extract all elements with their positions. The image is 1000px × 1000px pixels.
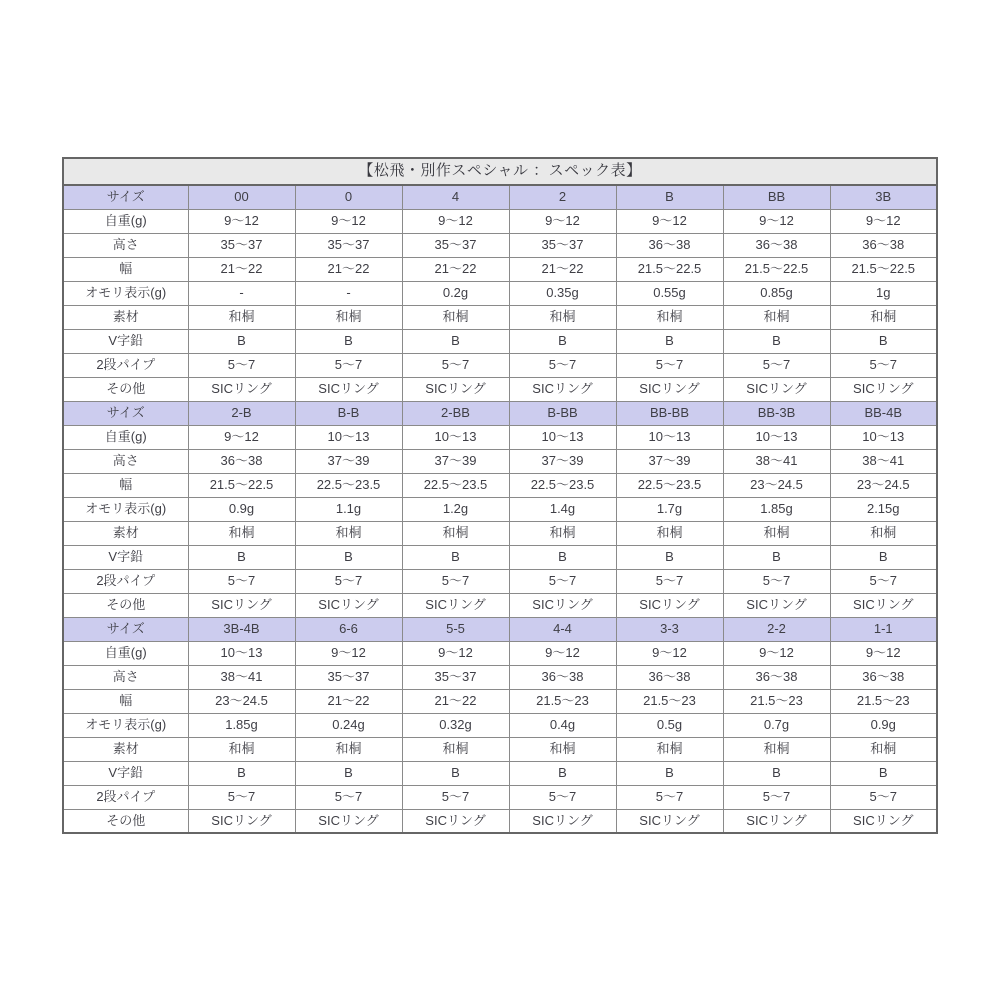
data-cell-width: 21.5～22.5 bbox=[616, 257, 723, 281]
data-cell-vlead: B bbox=[616, 545, 723, 569]
data-cell-height: 35～37 bbox=[402, 233, 509, 257]
data-cell-material: 和桐 bbox=[723, 305, 830, 329]
data-cell-pipe: 5～7 bbox=[402, 353, 509, 377]
data-cell-height: 36～38 bbox=[830, 233, 937, 257]
size-value-cell: 1-1 bbox=[830, 617, 937, 641]
data-cell-material: 和桐 bbox=[616, 737, 723, 761]
data-cell-material: 和桐 bbox=[295, 521, 402, 545]
data-cell-material: 和桐 bbox=[723, 737, 830, 761]
data-cell-omori: 0.4g bbox=[509, 713, 616, 737]
data-cell-pipe: 5～7 bbox=[723, 569, 830, 593]
row-label-material: 素材 bbox=[63, 737, 188, 761]
data-cell-material: 和桐 bbox=[616, 305, 723, 329]
data-cell-other: SICリング bbox=[509, 377, 616, 401]
row-label-weight: 自重(g) bbox=[63, 209, 188, 233]
row-label-vlead: V字鉛 bbox=[63, 761, 188, 785]
row-label-height: 高さ bbox=[63, 665, 188, 689]
row-label-material: 素材 bbox=[63, 305, 188, 329]
row-label-vlead: V字鉛 bbox=[63, 545, 188, 569]
data-cell-vlead: B bbox=[402, 761, 509, 785]
data-cell-omori: 0.35g bbox=[509, 281, 616, 305]
size-value-cell: BB-BB bbox=[616, 401, 723, 425]
data-cell-material: 和桐 bbox=[509, 737, 616, 761]
row-label-other: その他 bbox=[63, 593, 188, 617]
row-label-height: 高さ bbox=[63, 233, 188, 257]
data-cell-other: SICリング bbox=[723, 809, 830, 833]
data-cell-weight: 9～12 bbox=[830, 209, 937, 233]
size-value-cell: BB-4B bbox=[830, 401, 937, 425]
size-value-cell: 2 bbox=[509, 185, 616, 209]
data-cell-width: 23～24.5 bbox=[723, 473, 830, 497]
data-cell-height: 38～41 bbox=[723, 449, 830, 473]
data-cell-vlead: B bbox=[295, 761, 402, 785]
data-cell-material: 和桐 bbox=[295, 737, 402, 761]
data-cell-vlead: B bbox=[723, 545, 830, 569]
row-label-omori: オモリ表示(g) bbox=[63, 281, 188, 305]
data-cell-material: 和桐 bbox=[402, 521, 509, 545]
data-cell-material: 和桐 bbox=[830, 305, 937, 329]
size-value-cell: 0 bbox=[295, 185, 402, 209]
data-cell-other: SICリング bbox=[723, 593, 830, 617]
data-cell-other: SICリング bbox=[402, 593, 509, 617]
data-cell-width: 21～22 bbox=[402, 689, 509, 713]
data-cell-other: SICリング bbox=[188, 809, 295, 833]
row-label-other: その他 bbox=[63, 377, 188, 401]
data-row-width-3 bbox=[63, 689, 937, 713]
size-value-cell: 2-BB bbox=[402, 401, 509, 425]
row-label-pipe: 2段パイプ bbox=[63, 569, 188, 593]
data-cell-vlead: B bbox=[188, 761, 295, 785]
spec-table bbox=[62, 157, 938, 834]
data-cell-omori: 0.55g bbox=[616, 281, 723, 305]
data-cell-other: SICリング bbox=[830, 377, 937, 401]
data-cell-other: SICリング bbox=[402, 377, 509, 401]
data-cell-vlead: B bbox=[616, 329, 723, 353]
data-cell-weight: 9～12 bbox=[402, 209, 509, 233]
data-cell-omori: 0.9g bbox=[188, 497, 295, 521]
data-cell-width: 21～22 bbox=[402, 257, 509, 281]
data-cell-vlead: B bbox=[830, 329, 937, 353]
data-row-material-1 bbox=[63, 305, 937, 329]
data-cell-weight: 10～13 bbox=[830, 425, 937, 449]
data-cell-weight: 10～13 bbox=[402, 425, 509, 449]
data-cell-vlead: B bbox=[188, 545, 295, 569]
row-label-pipe: 2段パイプ bbox=[63, 785, 188, 809]
data-row-omori-2 bbox=[63, 497, 937, 521]
data-cell-material: 和桐 bbox=[830, 737, 937, 761]
data-cell-width: 21～22 bbox=[509, 257, 616, 281]
row-label-size: サイズ bbox=[63, 185, 188, 209]
data-cell-height: 35～37 bbox=[509, 233, 616, 257]
size-value-cell: 4-4 bbox=[509, 617, 616, 641]
data-cell-other: SICリング bbox=[830, 593, 937, 617]
data-cell-material: 和桐 bbox=[188, 305, 295, 329]
data-cell-height: 37～39 bbox=[509, 449, 616, 473]
data-cell-width: 21.5～23 bbox=[723, 689, 830, 713]
data-cell-width: 21.5～23 bbox=[830, 689, 937, 713]
data-row-other-1 bbox=[63, 377, 937, 401]
data-cell-vlead: B bbox=[295, 329, 402, 353]
data-row-other-3 bbox=[63, 809, 937, 833]
size-value-cell: B-BB bbox=[509, 401, 616, 425]
data-cell-height: 36～38 bbox=[830, 665, 937, 689]
row-label-pipe: 2段パイプ bbox=[63, 353, 188, 377]
data-cell-other: SICリング bbox=[295, 593, 402, 617]
data-cell-omori: 0.85g bbox=[723, 281, 830, 305]
data-cell-height: 36～38 bbox=[616, 665, 723, 689]
data-cell-pipe: 5～7 bbox=[830, 569, 937, 593]
size-value-cell: 00 bbox=[188, 185, 295, 209]
data-cell-weight: 9～12 bbox=[295, 209, 402, 233]
size-value-cell: 3B bbox=[830, 185, 937, 209]
size-value-cell: BB-3B bbox=[723, 401, 830, 425]
data-cell-pipe: 5～7 bbox=[723, 353, 830, 377]
data-cell-pipe: 5～7 bbox=[616, 785, 723, 809]
data-cell-other: SICリング bbox=[616, 593, 723, 617]
data-cell-pipe: 5～7 bbox=[830, 353, 937, 377]
data-cell-width: 21.5～22.5 bbox=[723, 257, 830, 281]
data-cell-weight: 9～12 bbox=[723, 209, 830, 233]
data-cell-weight: 9～12 bbox=[402, 641, 509, 665]
spec-table-body bbox=[63, 185, 937, 833]
size-header-row-2 bbox=[63, 401, 937, 425]
row-label-weight: 自重(g) bbox=[63, 425, 188, 449]
data-cell-omori: 1g bbox=[830, 281, 937, 305]
data-cell-weight: 9～12 bbox=[509, 641, 616, 665]
data-cell-height: 36～38 bbox=[509, 665, 616, 689]
data-row-pipe-1 bbox=[63, 353, 937, 377]
data-cell-width: 21～22 bbox=[188, 257, 295, 281]
data-cell-other: SICリング bbox=[509, 809, 616, 833]
data-cell-weight: 9～12 bbox=[188, 425, 295, 449]
data-cell-width: 22.5～23.5 bbox=[616, 473, 723, 497]
data-cell-other: SICリング bbox=[723, 377, 830, 401]
data-row-weight-3 bbox=[63, 641, 937, 665]
data-cell-weight: 10～13 bbox=[509, 425, 616, 449]
data-row-weight-1 bbox=[63, 209, 937, 233]
data-cell-height: 35～37 bbox=[295, 665, 402, 689]
data-row-omori-3 bbox=[63, 713, 937, 737]
data-cell-width: 21.5～22.5 bbox=[830, 257, 937, 281]
data-row-omori-1 bbox=[63, 281, 937, 305]
data-cell-height: 37～39 bbox=[616, 449, 723, 473]
data-cell-weight: 10～13 bbox=[188, 641, 295, 665]
data-cell-pipe: 5～7 bbox=[188, 569, 295, 593]
data-row-other-2 bbox=[63, 593, 937, 617]
row-label-other: その他 bbox=[63, 809, 188, 833]
data-cell-other: SICリング bbox=[830, 809, 937, 833]
data-cell-height: 36～38 bbox=[723, 233, 830, 257]
size-value-cell: B-B bbox=[295, 401, 402, 425]
data-cell-weight: 10～13 bbox=[616, 425, 723, 449]
table-title: 【松飛・別作スペシャル ：スペック表】 bbox=[63, 158, 937, 185]
data-cell-vlead: B bbox=[295, 545, 402, 569]
data-cell-omori: 1.85g bbox=[723, 497, 830, 521]
data-cell-other: SICリング bbox=[295, 809, 402, 833]
data-cell-material: 和桐 bbox=[295, 305, 402, 329]
data-cell-width: 21～22 bbox=[295, 257, 402, 281]
data-cell-other: SICリング bbox=[509, 593, 616, 617]
data-cell-pipe: 5～7 bbox=[188, 785, 295, 809]
table-title-row bbox=[63, 158, 937, 185]
data-cell-omori: 1.7g bbox=[616, 497, 723, 521]
data-cell-omori: 1.2g bbox=[402, 497, 509, 521]
data-cell-other: SICリング bbox=[402, 809, 509, 833]
data-cell-height: 35～37 bbox=[295, 233, 402, 257]
data-cell-omori: 0.32g bbox=[402, 713, 509, 737]
size-value-cell: 3-3 bbox=[616, 617, 723, 641]
size-value-cell: 2-2 bbox=[723, 617, 830, 641]
data-cell-vlead: B bbox=[509, 761, 616, 785]
data-cell-omori: 0.24g bbox=[295, 713, 402, 737]
data-cell-width: 21.5～22.5 bbox=[188, 473, 295, 497]
size-value-cell: BB bbox=[723, 185, 830, 209]
data-cell-vlead: B bbox=[402, 545, 509, 569]
data-cell-height: 37～39 bbox=[295, 449, 402, 473]
data-cell-other: SICリング bbox=[188, 593, 295, 617]
data-cell-omori: - bbox=[188, 281, 295, 305]
data-row-width-1 bbox=[63, 257, 937, 281]
data-cell-weight: 9～12 bbox=[616, 209, 723, 233]
data-cell-omori: 2.15g bbox=[830, 497, 937, 521]
data-row-material-2 bbox=[63, 521, 937, 545]
data-row-vlead-1 bbox=[63, 329, 937, 353]
data-cell-omori: 0.7g bbox=[723, 713, 830, 737]
data-cell-vlead: B bbox=[830, 545, 937, 569]
data-cell-material: 和桐 bbox=[402, 305, 509, 329]
data-cell-vlead: B bbox=[402, 329, 509, 353]
data-cell-weight: 9～12 bbox=[616, 641, 723, 665]
size-value-cell: 3B-4B bbox=[188, 617, 295, 641]
data-row-pipe-3 bbox=[63, 785, 937, 809]
data-cell-width: 23～24.5 bbox=[188, 689, 295, 713]
data-cell-pipe: 5～7 bbox=[295, 353, 402, 377]
data-row-height-1 bbox=[63, 233, 937, 257]
data-cell-pipe: 5～7 bbox=[295, 569, 402, 593]
data-cell-vlead: B bbox=[830, 761, 937, 785]
data-row-vlead-3 bbox=[63, 761, 937, 785]
data-cell-height: 38～41 bbox=[830, 449, 937, 473]
size-value-cell: B bbox=[616, 185, 723, 209]
data-cell-pipe: 5～7 bbox=[402, 785, 509, 809]
data-cell-material: 和桐 bbox=[402, 737, 509, 761]
data-cell-height: 35～37 bbox=[402, 665, 509, 689]
data-cell-other: SICリング bbox=[616, 377, 723, 401]
data-cell-height: 38～41 bbox=[188, 665, 295, 689]
data-cell-width: 22.5～23.5 bbox=[509, 473, 616, 497]
row-label-width: 幅 bbox=[63, 689, 188, 713]
row-label-width: 幅 bbox=[63, 473, 188, 497]
data-cell-pipe: 5～7 bbox=[509, 353, 616, 377]
size-header-row-1 bbox=[63, 185, 937, 209]
data-cell-width: 21.5～23 bbox=[616, 689, 723, 713]
data-cell-weight: 9～12 bbox=[509, 209, 616, 233]
row-label-omori: オモリ表示(g) bbox=[63, 497, 188, 521]
data-cell-pipe: 5～7 bbox=[616, 569, 723, 593]
data-cell-vlead: B bbox=[188, 329, 295, 353]
data-cell-material: 和桐 bbox=[188, 737, 295, 761]
data-cell-pipe: 5～7 bbox=[616, 353, 723, 377]
data-cell-vlead: B bbox=[723, 761, 830, 785]
data-cell-omori: 0.5g bbox=[616, 713, 723, 737]
data-cell-omori: 1.85g bbox=[188, 713, 295, 737]
data-row-weight-2 bbox=[63, 425, 937, 449]
data-row-material-3 bbox=[63, 737, 937, 761]
data-cell-pipe: 5～7 bbox=[509, 785, 616, 809]
data-cell-height: 36～38 bbox=[188, 449, 295, 473]
data-cell-vlead: B bbox=[616, 761, 723, 785]
spec-table-container bbox=[62, 157, 938, 834]
size-value-cell: 6-6 bbox=[295, 617, 402, 641]
data-cell-width: 22.5～23.5 bbox=[402, 473, 509, 497]
data-cell-weight: 9～12 bbox=[295, 641, 402, 665]
data-cell-pipe: 5～7 bbox=[295, 785, 402, 809]
data-cell-weight: 9～12 bbox=[830, 641, 937, 665]
data-cell-other: SICリング bbox=[616, 809, 723, 833]
data-cell-pipe: 5～7 bbox=[830, 785, 937, 809]
data-cell-weight: 10～13 bbox=[723, 425, 830, 449]
data-cell-height: 36～38 bbox=[616, 233, 723, 257]
data-cell-material: 和桐 bbox=[509, 521, 616, 545]
data-row-height-3 bbox=[63, 665, 937, 689]
size-value-cell: 5-5 bbox=[402, 617, 509, 641]
data-cell-vlead: B bbox=[723, 329, 830, 353]
data-cell-weight: 9～12 bbox=[723, 641, 830, 665]
data-cell-pipe: 5～7 bbox=[188, 353, 295, 377]
data-cell-omori: - bbox=[295, 281, 402, 305]
data-cell-material: 和桐 bbox=[509, 305, 616, 329]
size-header-row-3 bbox=[63, 617, 937, 641]
data-cell-omori: 1.1g bbox=[295, 497, 402, 521]
data-cell-height: 36～38 bbox=[723, 665, 830, 689]
data-row-vlead-2 bbox=[63, 545, 937, 569]
data-row-height-2 bbox=[63, 449, 937, 473]
row-label-vlead: V字鉛 bbox=[63, 329, 188, 353]
data-cell-omori: 0.9g bbox=[830, 713, 937, 737]
data-cell-width: 21.5～23 bbox=[509, 689, 616, 713]
data-cell-height: 35～37 bbox=[188, 233, 295, 257]
row-label-material: 素材 bbox=[63, 521, 188, 545]
data-cell-vlead: B bbox=[509, 545, 616, 569]
data-cell-width: 21～22 bbox=[295, 689, 402, 713]
row-label-size: サイズ bbox=[63, 617, 188, 641]
size-value-cell: 4 bbox=[402, 185, 509, 209]
data-cell-other: SICリング bbox=[295, 377, 402, 401]
data-cell-other: SICリング bbox=[188, 377, 295, 401]
data-cell-pipe: 5～7 bbox=[402, 569, 509, 593]
row-label-size: サイズ bbox=[63, 401, 188, 425]
size-value-cell: 2-B bbox=[188, 401, 295, 425]
data-cell-pipe: 5～7 bbox=[509, 569, 616, 593]
data-cell-vlead: B bbox=[509, 329, 616, 353]
row-label-width: 幅 bbox=[63, 257, 188, 281]
data-cell-height: 37～39 bbox=[402, 449, 509, 473]
data-cell-material: 和桐 bbox=[723, 521, 830, 545]
data-cell-omori: 0.2g bbox=[402, 281, 509, 305]
data-cell-width: 22.5～23.5 bbox=[295, 473, 402, 497]
data-cell-material: 和桐 bbox=[188, 521, 295, 545]
data-cell-pipe: 5～7 bbox=[723, 785, 830, 809]
row-label-height: 高さ bbox=[63, 449, 188, 473]
row-label-weight: 自重(g) bbox=[63, 641, 188, 665]
data-row-width-2 bbox=[63, 473, 937, 497]
data-cell-width: 23～24.5 bbox=[830, 473, 937, 497]
row-label-omori: オモリ表示(g) bbox=[63, 713, 188, 737]
data-cell-material: 和桐 bbox=[830, 521, 937, 545]
data-cell-weight: 10～13 bbox=[295, 425, 402, 449]
data-cell-material: 和桐 bbox=[616, 521, 723, 545]
data-cell-omori: 1.4g bbox=[509, 497, 616, 521]
data-cell-weight: 9～12 bbox=[188, 209, 295, 233]
data-row-pipe-2 bbox=[63, 569, 937, 593]
